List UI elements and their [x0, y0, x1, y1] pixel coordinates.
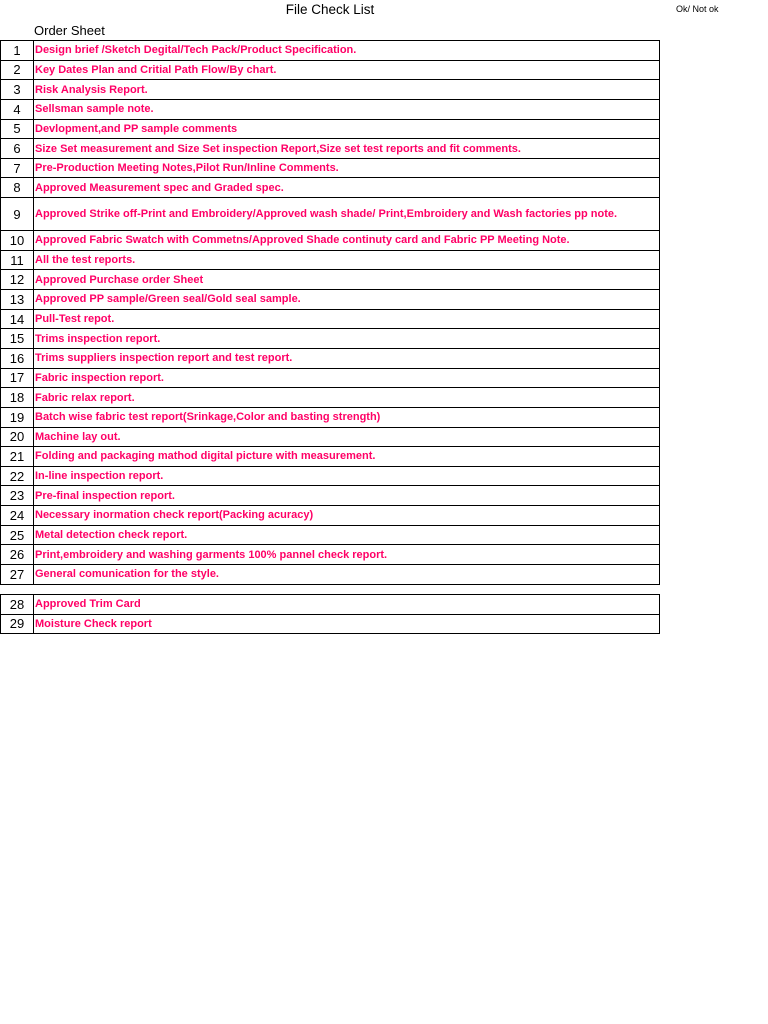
item-number: 22 — [1, 466, 34, 486]
checklist-row — [1, 329, 660, 349]
checklist-row — [1, 447, 660, 467]
item-description: Key Dates Plan and Critial Path Flow/By chart. — [34, 60, 660, 80]
item-description: Necessary inormation check report(Packing acuracy) — [34, 506, 660, 526]
checklist-row — [1, 99, 660, 119]
item-description: General comunication for the style. — [34, 565, 660, 585]
item-description: In-line inspection report. — [34, 466, 660, 486]
checklist-row — [1, 525, 660, 545]
item-number: 5 — [1, 119, 34, 139]
item-number: 3 — [1, 80, 34, 100]
checklist-row — [1, 309, 660, 329]
checklist-row — [1, 407, 660, 427]
checklist-row — [1, 506, 660, 526]
item-number: 4 — [1, 99, 34, 119]
item-number: 20 — [1, 427, 34, 447]
item-number: 28 — [1, 595, 34, 615]
item-description: Devlopment,and PP sample comments — [34, 119, 660, 139]
checklist-row — [1, 290, 660, 310]
checklist-row — [1, 41, 660, 61]
item-description: Design brief /Sketch Degital/Tech Pack/Product Specification. — [34, 41, 660, 61]
item-description: Metal detection check report. — [34, 525, 660, 545]
checklist-row — [1, 368, 660, 388]
checklist-row — [1, 80, 660, 100]
item-description: Size Set measurement and Size Set inspection Report,Size set test reports and fit comments. — [34, 139, 660, 159]
checklist-row — [1, 595, 660, 615]
checklist-row — [1, 231, 660, 251]
item-description: Approved Fabric Swatch with Commetns/Approved Shade continuty card and Fabric PP Meeting Note. — [34, 231, 660, 251]
additional-checklist-table — [0, 594, 660, 634]
item-description: Pre-final inspection report. — [34, 486, 660, 506]
item-number: 13 — [1, 290, 34, 310]
item-description: Pre-Production Meeting Notes,Pilot Run/Inline Comments. — [34, 158, 660, 178]
item-description: Batch wise fabric test report(Srinkage,Color and basting strength) — [34, 407, 660, 427]
item-description: Sellsman sample note. — [34, 99, 660, 119]
item-number: 29 — [1, 614, 34, 634]
sheet-title: File Check List — [285, 2, 375, 17]
item-number: 26 — [1, 545, 34, 565]
checklist-row — [1, 270, 660, 290]
item-number: 1 — [1, 41, 34, 61]
checklist-row — [1, 427, 660, 447]
checklist-row — [1, 250, 660, 270]
item-description: Approved Purchase order Sheet — [34, 270, 660, 290]
checklist-row — [1, 139, 660, 159]
status-column-header: Ok/ Not ok — [676, 4, 719, 14]
item-description: Trims suppliers inspection report and test report. — [34, 348, 660, 368]
item-number: 21 — [1, 447, 34, 467]
checklist-row — [1, 565, 660, 585]
checklist-row — [1, 486, 660, 506]
checklist-row — [1, 388, 660, 408]
item-number: 14 — [1, 309, 34, 329]
item-description: Moisture Check report — [34, 614, 660, 634]
checklist-row — [1, 198, 660, 231]
item-number: 15 — [1, 329, 34, 349]
item-number: 8 — [1, 178, 34, 198]
item-description: Fabric relax report. — [34, 388, 660, 408]
item-number: 23 — [1, 486, 34, 506]
checklist-row — [1, 60, 660, 80]
item-number: 2 — [1, 60, 34, 80]
checklist-row — [1, 614, 660, 634]
item-number: 16 — [1, 348, 34, 368]
checklist-row — [1, 158, 660, 178]
item-description: Machine lay out. — [34, 427, 660, 447]
item-number: 10 — [1, 231, 34, 251]
item-description: Approved Strike off-Print and Embroidery/Approved wash shade/ Print,Embroidery and Wash factories pp note. — [34, 198, 660, 231]
item-number: 18 — [1, 388, 34, 408]
item-description: Approved PP sample/Green seal/Gold seal sample. — [34, 290, 660, 310]
section-label: Order Sheet — [34, 23, 105, 38]
checklist-row — [1, 178, 660, 198]
item-number: 11 — [1, 250, 34, 270]
item-number: 6 — [1, 139, 34, 159]
item-number: 24 — [1, 506, 34, 526]
checklist-row — [1, 466, 660, 486]
checklist-table — [0, 40, 660, 585]
checklist-row — [1, 348, 660, 368]
item-description: All the test reports. — [34, 250, 660, 270]
item-number: 17 — [1, 368, 34, 388]
item-description: Fabric inspection report. — [34, 368, 660, 388]
item-description: Trims inspection report. — [34, 329, 660, 349]
checklist-row — [1, 119, 660, 139]
item-description: Folding and packaging mathod digital picture with measurement. — [34, 447, 660, 467]
item-number: 9 — [1, 198, 34, 231]
checklist-row — [1, 545, 660, 565]
item-number: 12 — [1, 270, 34, 290]
item-description: Risk Analysis Report. — [34, 80, 660, 100]
item-number: 19 — [1, 407, 34, 427]
item-number: 27 — [1, 565, 34, 585]
item-description: Approved Trim Card — [34, 595, 660, 615]
item-description: Approved Measurement spec and Graded spec. — [34, 178, 660, 198]
item-number: 7 — [1, 158, 34, 178]
item-number: 25 — [1, 525, 34, 545]
item-description: Pull-Test repot. — [34, 309, 660, 329]
item-description: Print,embroidery and washing garments 100% pannel check report. — [34, 545, 660, 565]
